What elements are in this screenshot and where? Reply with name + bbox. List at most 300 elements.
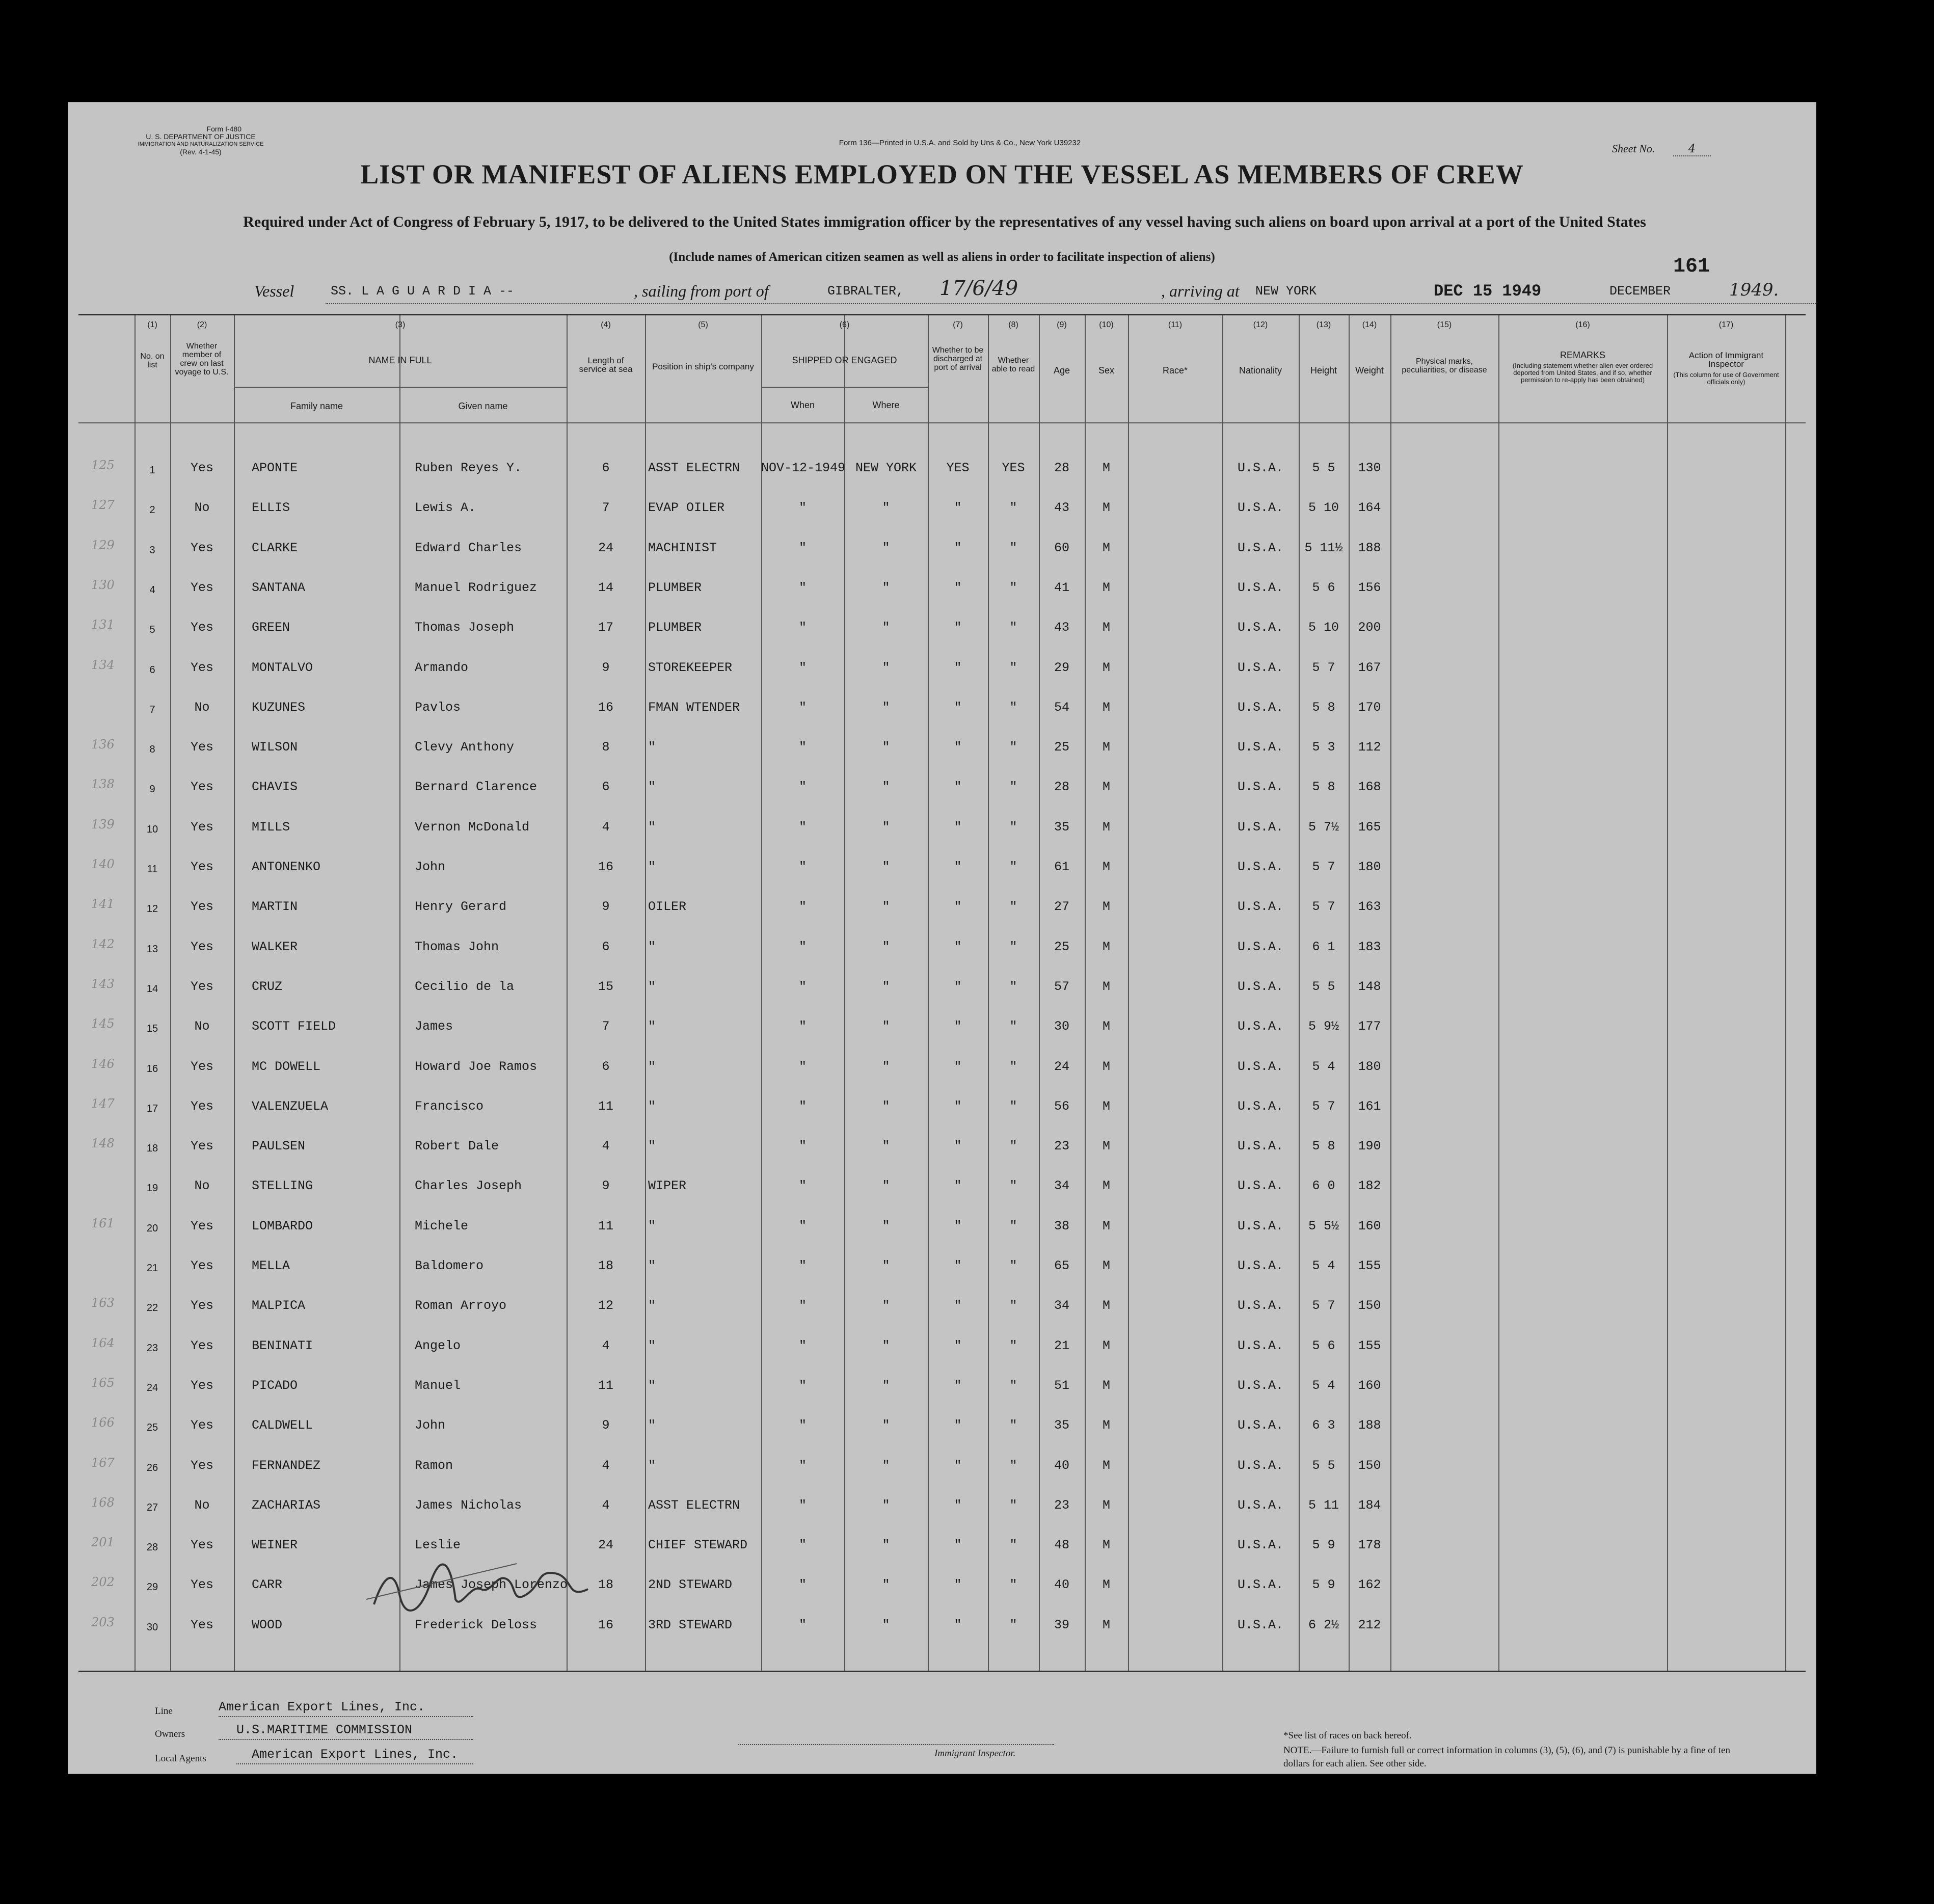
cell-shipped-where: " bbox=[882, 1418, 890, 1433]
cell-sex: M bbox=[1102, 1258, 1110, 1273]
cell-weight: 188 bbox=[1358, 1418, 1381, 1433]
cell-shipped-where: " bbox=[882, 500, 890, 516]
cell-family-name: VALENZUELA bbox=[252, 1098, 329, 1114]
cell-position: " bbox=[648, 1338, 656, 1353]
cell-family-name: WOOD bbox=[252, 1617, 283, 1632]
cell-sex: M bbox=[1102, 580, 1110, 595]
cell-nationality: U.S.A. bbox=[1237, 1538, 1283, 1553]
cell-weight: 155 bbox=[1358, 1258, 1381, 1273]
cell-nationality: U.S.A. bbox=[1237, 1577, 1283, 1593]
cell-sex: M bbox=[1102, 819, 1110, 835]
manifest-sheet bbox=[68, 102, 1816, 1774]
cell-discharged: " bbox=[954, 660, 962, 675]
cell-weight: 180 bbox=[1358, 1059, 1381, 1074]
margin-number: 143 bbox=[91, 976, 115, 991]
cell-shipped-where: " bbox=[882, 740, 890, 755]
cell-shipped-where: " bbox=[882, 860, 890, 874]
cell-sex: M bbox=[1102, 899, 1110, 915]
arriving-label: , arriving at bbox=[1161, 282, 1240, 300]
cell-line-number: 30 bbox=[146, 1621, 158, 1633]
cell-line-number: 10 bbox=[146, 823, 158, 835]
cell-height: 5 7 bbox=[1312, 860, 1335, 874]
header-race: Race* bbox=[1162, 365, 1188, 376]
cell-shipped-when: " bbox=[798, 1019, 807, 1034]
cell-shipped-where: " bbox=[882, 700, 890, 715]
revision: (Rev. 4-1-45) bbox=[180, 148, 222, 156]
cell-family-name: CRUZ bbox=[252, 979, 283, 994]
cell-able-to-read: " bbox=[1009, 580, 1017, 595]
cell-weight: 188 bbox=[1358, 540, 1381, 555]
cell-given-name: Clevy Anthony bbox=[415, 740, 515, 755]
cell-position: 3RD STEWARD bbox=[648, 1617, 733, 1632]
margin-number: 168 bbox=[91, 1495, 115, 1510]
header-physical-marks: Physical marks, peculiarities, or disease bbox=[1402, 357, 1487, 374]
cell-nationality: U.S.A. bbox=[1237, 580, 1283, 595]
cell-height: 5 4 bbox=[1312, 1378, 1335, 1393]
cell-last-voyage: Yes bbox=[190, 979, 213, 994]
cell-nationality: U.S.A. bbox=[1237, 1178, 1283, 1194]
cell-able-to-read: " bbox=[1009, 1298, 1017, 1313]
cell-sex: M bbox=[1102, 1338, 1110, 1353]
cell-sex: M bbox=[1102, 660, 1110, 675]
agents-label: Local Agents bbox=[155, 1753, 206, 1764]
cell-height: 5 3 bbox=[1312, 740, 1335, 755]
cell-position: " bbox=[648, 1418, 656, 1433]
penalty-note: NOTE.—Failure to furnish full or correct information in columns (3), (5), (6), and (7) is punishable by a fine of ten dollars for each alien. See other side. bbox=[1283, 1745, 1730, 1769]
margin-number: 161 bbox=[91, 1216, 115, 1230]
cell-last-voyage: Yes bbox=[190, 580, 213, 595]
cell-position: " bbox=[648, 740, 656, 755]
cell-service: 18 bbox=[598, 1258, 613, 1273]
cell-able-to-read: " bbox=[1009, 1178, 1017, 1194]
cell-line-number: 16 bbox=[146, 1063, 158, 1075]
header-name-in-full: NAME IN FULL bbox=[368, 355, 432, 365]
cell-discharged: " bbox=[954, 1178, 962, 1194]
cell-weight: 180 bbox=[1358, 860, 1381, 874]
cell-height: 6 1 bbox=[1312, 939, 1335, 954]
cell-age: 25 bbox=[1054, 740, 1069, 755]
cell-last-voyage: No bbox=[194, 700, 210, 715]
cell-given-name: Vernon McDonald bbox=[415, 819, 530, 835]
cell-age: 28 bbox=[1054, 780, 1069, 795]
cell-given-name: Baldomero bbox=[415, 1258, 484, 1273]
cell-line-number: 5 bbox=[149, 624, 155, 636]
cell-sex: M bbox=[1102, 461, 1110, 475]
cell-shipped-when: NOV-12-1949 bbox=[761, 461, 846, 475]
cell-weight: 150 bbox=[1358, 1298, 1381, 1313]
cell-shipped-when: " bbox=[798, 1458, 807, 1473]
margin-number: 136 bbox=[91, 737, 115, 752]
cell-discharged: " bbox=[954, 1497, 962, 1513]
cell-family-name: WEINER bbox=[252, 1538, 298, 1553]
cell-height: 5 9½ bbox=[1308, 1019, 1339, 1034]
cell-last-voyage: Yes bbox=[190, 620, 213, 635]
cell-weight: 162 bbox=[1358, 1577, 1381, 1593]
document-subtitle: Required under Act of Congress of February 5, 1917, to be delivered to the United States immigration officer by the representatives of any vessel having such aliens on board upon arrival at a port of the United States bbox=[243, 213, 1646, 230]
printer-line: Form 136—Printed in U.S.A. and Sold by Uns & Co., New York U39232 bbox=[839, 139, 1081, 147]
cell-last-voyage: Yes bbox=[190, 780, 213, 795]
header-weight: Weight bbox=[1355, 365, 1384, 376]
cell-age: 28 bbox=[1054, 461, 1069, 475]
cell-service: 15 bbox=[598, 979, 613, 994]
header-sex: Sex bbox=[1098, 365, 1115, 376]
cell-family-name: ZACHARIAS bbox=[252, 1497, 321, 1513]
header-shipped-engaged: SHIPPED OR ENGAGED bbox=[792, 355, 897, 365]
cell-shipped-when: " bbox=[798, 1338, 807, 1353]
cell-nationality: U.S.A. bbox=[1237, 620, 1283, 635]
cell-family-name: BENINATI bbox=[252, 1338, 313, 1353]
cell-shipped-when: " bbox=[798, 979, 807, 994]
cell-last-voyage: Yes bbox=[190, 1139, 213, 1154]
cell-given-name: Robert Dale bbox=[415, 1139, 499, 1154]
margin-number: 167 bbox=[91, 1455, 115, 1470]
cell-position: " bbox=[648, 1218, 656, 1233]
cell-height: 5 8 bbox=[1312, 780, 1335, 795]
cell-shipped-where: " bbox=[882, 580, 890, 595]
cell-last-voyage: Yes bbox=[190, 1098, 213, 1114]
cell-able-to-read: " bbox=[1009, 780, 1017, 795]
cell-line-number: 21 bbox=[146, 1263, 158, 1274]
cell-able-to-read: " bbox=[1009, 620, 1017, 635]
cell-height: 5 6 bbox=[1312, 580, 1335, 595]
cell-age: 43 bbox=[1054, 500, 1069, 516]
cell-given-name: Lewis A. bbox=[415, 500, 476, 516]
cell-sex: M bbox=[1102, 860, 1110, 874]
cell-last-voyage: Yes bbox=[190, 1577, 213, 1593]
cell-shipped-when: " bbox=[798, 1178, 807, 1194]
margin-number: 146 bbox=[91, 1056, 115, 1071]
cell-last-voyage: Yes bbox=[190, 819, 213, 835]
cell-nationality: U.S.A. bbox=[1237, 740, 1283, 755]
cell-able-to-read: " bbox=[1009, 1418, 1017, 1433]
margin-number: 127 bbox=[91, 498, 115, 513]
cell-age: 48 bbox=[1054, 1538, 1069, 1553]
cell-service: 11 bbox=[598, 1378, 613, 1393]
cell-able-to-read: " bbox=[1009, 1258, 1017, 1273]
cell-able-to-read: " bbox=[1009, 1617, 1017, 1632]
cell-position: OILER bbox=[648, 899, 687, 915]
line-label: Line bbox=[155, 1706, 173, 1717]
margin-number: 166 bbox=[91, 1415, 115, 1430]
cell-age: 61 bbox=[1054, 860, 1069, 874]
cell-last-voyage: No bbox=[194, 500, 210, 516]
margin-number: 145 bbox=[91, 1016, 115, 1031]
cell-service: 17 bbox=[598, 620, 613, 635]
cell-weight: 183 bbox=[1358, 939, 1381, 954]
cell-able-to-read: " bbox=[1009, 1019, 1017, 1034]
cell-sex: M bbox=[1102, 1298, 1110, 1313]
cell-service: 7 bbox=[602, 500, 610, 516]
cell-height: 5 7½ bbox=[1308, 819, 1339, 835]
cell-line-number: 3 bbox=[149, 544, 155, 556]
cell-shipped-where: " bbox=[882, 1458, 890, 1473]
cell-discharged: " bbox=[954, 979, 962, 994]
cell-given-name: James Nicholas bbox=[415, 1497, 522, 1513]
cell-given-name: Armando bbox=[415, 660, 469, 675]
header-family-name: Family name bbox=[290, 401, 343, 411]
cell-service: 16 bbox=[598, 1617, 613, 1632]
cell-line-number: 19 bbox=[146, 1183, 158, 1194]
cell-family-name: PICADO bbox=[252, 1378, 298, 1393]
vessel-underline bbox=[326, 303, 1816, 304]
sheet-label: Sheet No. bbox=[1612, 142, 1655, 155]
cell-shipped-where: " bbox=[882, 620, 890, 635]
cell-shipped-when: " bbox=[798, 1577, 807, 1593]
cell-weight: 156 bbox=[1358, 580, 1381, 595]
cell-sex: M bbox=[1102, 939, 1110, 954]
cell-height: 5 7 bbox=[1312, 1298, 1335, 1313]
form-number: Form I-480 bbox=[206, 125, 241, 133]
cell-service: 18 bbox=[598, 1577, 613, 1593]
cell-service: 9 bbox=[602, 660, 610, 675]
cell-nationality: U.S.A. bbox=[1237, 500, 1283, 516]
cell-shipped-when: " bbox=[798, 580, 807, 595]
cell-service: 14 bbox=[598, 580, 613, 595]
cell-family-name: STELLING bbox=[252, 1178, 313, 1194]
arrival-stamp-date: DEC 15 1949 bbox=[1434, 282, 1542, 301]
cell-given-name: Howard Joe Ramos bbox=[415, 1059, 538, 1074]
cell-nationality: U.S.A. bbox=[1237, 1139, 1283, 1154]
document-subnote: (Include names of American citizen seamen as well as aliens in order to facilitate inspection of aliens) bbox=[669, 250, 1215, 264]
cell-given-name: Bernard Clarence bbox=[415, 780, 538, 795]
cell-discharged: " bbox=[954, 1378, 962, 1393]
sailing-date: 17/6/49 bbox=[939, 277, 1018, 300]
cell-sex: M bbox=[1102, 1098, 1110, 1114]
cell-able-to-read: " bbox=[1009, 1338, 1017, 1353]
cell-service: 9 bbox=[602, 899, 610, 915]
cell-height: 6 2½ bbox=[1308, 1617, 1339, 1632]
cell-nationality: U.S.A. bbox=[1237, 461, 1283, 475]
cell-able-to-read: " bbox=[1009, 939, 1017, 954]
cell-shipped-when: " bbox=[798, 500, 807, 516]
cell-given-name: Michele bbox=[415, 1218, 469, 1233]
margin-number: 164 bbox=[91, 1335, 115, 1350]
cell-last-voyage: Yes bbox=[190, 740, 213, 755]
cell-shipped-where: " bbox=[882, 819, 890, 835]
cell-shipped-where: " bbox=[882, 1019, 890, 1034]
cell-weight: 148 bbox=[1358, 979, 1381, 994]
margin-number: 142 bbox=[91, 936, 115, 951]
cell-shipped-when: " bbox=[798, 1098, 807, 1114]
cell-discharged: " bbox=[954, 939, 962, 954]
cell-last-voyage: Yes bbox=[190, 540, 213, 555]
cell-weight: 190 bbox=[1358, 1139, 1381, 1154]
cell-discharged: " bbox=[954, 1577, 962, 1593]
cell-sex: M bbox=[1102, 1139, 1110, 1154]
cell-sex: M bbox=[1102, 1538, 1110, 1553]
cell-given-name: John bbox=[415, 1418, 446, 1433]
cell-position: " bbox=[648, 1139, 656, 1154]
department: U. S. DEPARTMENT OF JUSTICE bbox=[146, 132, 256, 141]
cell-age: 34 bbox=[1054, 1178, 1069, 1194]
cell-age: 25 bbox=[1054, 939, 1069, 954]
cell-age: 56 bbox=[1054, 1098, 1069, 1114]
cell-nationality: U.S.A. bbox=[1237, 1098, 1283, 1114]
cell-shipped-where: " bbox=[882, 1538, 890, 1553]
cell-shipped-where: " bbox=[882, 1098, 890, 1114]
vessel-name: SS. L A G U A R D I A -- bbox=[331, 284, 515, 299]
margin-number: 141 bbox=[91, 897, 115, 911]
header-when: When bbox=[790, 400, 815, 410]
margin-number: 163 bbox=[91, 1296, 115, 1310]
cell-height: 5 10 bbox=[1308, 620, 1339, 635]
cell-service: 16 bbox=[598, 700, 613, 715]
cell-last-voyage: No bbox=[194, 1497, 210, 1513]
cell-given-name: Pavlos bbox=[415, 700, 461, 715]
cell-position: " bbox=[648, 1019, 656, 1034]
cell-family-name: SANTANA bbox=[252, 580, 306, 595]
cell-shipped-when: " bbox=[798, 1258, 807, 1273]
cell-last-voyage: Yes bbox=[190, 1059, 213, 1074]
cell-given-name: John bbox=[415, 860, 446, 874]
cell-service: 9 bbox=[602, 1178, 610, 1194]
cell-sex: M bbox=[1102, 740, 1110, 755]
departure-port: GIBRALTER, bbox=[827, 284, 904, 299]
margin-number: 131 bbox=[91, 618, 115, 632]
cell-able-to-read: " bbox=[1009, 1458, 1017, 1473]
cell-service: 6 bbox=[602, 939, 610, 954]
cell-discharged: " bbox=[954, 580, 962, 595]
cell-nationality: U.S.A. bbox=[1237, 780, 1283, 795]
cell-service: 6 bbox=[602, 780, 610, 795]
cell-service: 4 bbox=[602, 1497, 610, 1513]
cell-height: 5 10 bbox=[1308, 500, 1339, 516]
cell-shipped-when: " bbox=[798, 1298, 807, 1313]
cell-age: 29 bbox=[1054, 660, 1069, 675]
margin-number: 139 bbox=[91, 817, 115, 832]
cell-discharged: YES bbox=[946, 461, 970, 475]
cell-able-to-read: " bbox=[1009, 1139, 1017, 1154]
cell-sex: M bbox=[1102, 979, 1110, 994]
cell-service: 6 bbox=[602, 1059, 610, 1074]
header-discharged: Whether to be discharged at port of arrival bbox=[932, 346, 984, 372]
cell-shipped-when: " bbox=[798, 700, 807, 715]
cell-able-to-read: " bbox=[1009, 819, 1017, 835]
cell-line-number: 23 bbox=[146, 1342, 158, 1354]
cell-family-name: CALDWELL bbox=[252, 1418, 313, 1433]
cell-able-to-read: " bbox=[1009, 1378, 1017, 1393]
cell-given-name: Thomas Joseph bbox=[415, 620, 515, 635]
cell-family-name: SCOTT FIELD bbox=[252, 1019, 336, 1034]
cell-height: 5 8 bbox=[1312, 700, 1335, 715]
sheet-number-field bbox=[1612, 142, 1711, 155]
cell-line-number: 9 bbox=[149, 784, 155, 795]
cell-able-to-read: " bbox=[1009, 1577, 1017, 1593]
cell-shipped-where: " bbox=[882, 540, 890, 555]
cell-able-to-read: " bbox=[1009, 740, 1017, 755]
cell-discharged: " bbox=[954, 1059, 962, 1074]
owners-label: Owners bbox=[155, 1729, 185, 1739]
cell-nationality: U.S.A. bbox=[1237, 860, 1283, 874]
cell-given-name: Henry Gerard bbox=[415, 899, 507, 915]
cell-shipped-where: " bbox=[882, 1338, 890, 1353]
cell-discharged: " bbox=[954, 620, 962, 635]
cell-shipped-where: " bbox=[882, 660, 890, 675]
cell-able-to-read: " bbox=[1009, 1059, 1017, 1074]
cell-shipped-where: " bbox=[882, 939, 890, 954]
cell-able-to-read: " bbox=[1009, 1218, 1017, 1233]
cell-position: " bbox=[648, 1098, 656, 1114]
service-name: IMMIGRATION AND NATURALIZATION SERVICE bbox=[138, 141, 264, 147]
margin-number: 165 bbox=[91, 1375, 115, 1390]
cell-family-name: MILLS bbox=[252, 819, 290, 835]
header-last-voyage: Whether member of crew on last voyage to U.S. bbox=[175, 342, 229, 377]
cell-height: 5 4 bbox=[1312, 1059, 1335, 1074]
cell-height: 5 6 bbox=[1312, 1338, 1335, 1353]
cell-discharged: " bbox=[954, 740, 962, 755]
cell-shipped-where: " bbox=[882, 1218, 890, 1233]
cell-line-number: 14 bbox=[146, 983, 158, 995]
cell-age: 57 bbox=[1054, 979, 1069, 994]
cell-position: " bbox=[648, 1458, 656, 1473]
cell-line-number: 4 bbox=[149, 584, 155, 596]
signature bbox=[364, 1553, 619, 1620]
cell-discharged: " bbox=[954, 500, 962, 516]
cell-able-to-read: " bbox=[1009, 899, 1017, 915]
form-block bbox=[135, 125, 267, 156]
cell-shipped-when: " bbox=[798, 819, 807, 835]
stamp-number: 161 bbox=[1673, 255, 1710, 278]
cell-shipped-where: " bbox=[882, 1298, 890, 1313]
cell-service: 24 bbox=[598, 540, 613, 555]
sailing-label: , sailing from port of bbox=[634, 282, 769, 300]
cell-weight: 160 bbox=[1358, 1218, 1381, 1233]
cell-sex: M bbox=[1102, 1218, 1110, 1233]
cell-discharged: " bbox=[954, 819, 962, 835]
header-age: Age bbox=[1053, 365, 1070, 376]
cell-weight: 130 bbox=[1358, 461, 1381, 475]
cell-service: 8 bbox=[602, 740, 610, 755]
cell-discharged: " bbox=[954, 1458, 962, 1473]
cell-age: 30 bbox=[1054, 1019, 1069, 1034]
cell-position: " bbox=[648, 780, 656, 795]
cell-last-voyage: Yes bbox=[190, 860, 213, 874]
header-inspector-detail: (This column for use of Government officials only) bbox=[1673, 371, 1779, 386]
cell-family-name: LOMBARDO bbox=[252, 1218, 313, 1233]
cell-nationality: U.S.A. bbox=[1237, 1218, 1283, 1233]
line-value: American Export Lines, Inc. bbox=[219, 1700, 425, 1714]
cell-height: 5 7 bbox=[1312, 1098, 1335, 1114]
cell-line-number: 27 bbox=[146, 1501, 158, 1513]
cell-discharged: " bbox=[954, 1098, 962, 1114]
cell-position: PLUMBER bbox=[648, 580, 702, 595]
cell-last-voyage: Yes bbox=[190, 1418, 213, 1433]
cell-able-to-read: " bbox=[1009, 860, 1017, 874]
cell-nationality: U.S.A. bbox=[1237, 1019, 1283, 1034]
cell-line-number: 13 bbox=[146, 943, 158, 955]
cell-weight: 150 bbox=[1358, 1458, 1381, 1473]
cell-able-to-read: YES bbox=[1002, 461, 1025, 475]
cell-shipped-where: " bbox=[882, 1617, 890, 1632]
cell-position: ASST ELECTRN bbox=[648, 1497, 740, 1513]
cell-family-name: APONTE bbox=[252, 461, 298, 475]
cell-position: FMAN WTENDER bbox=[648, 700, 740, 715]
cell-height: 6 0 bbox=[1312, 1178, 1335, 1194]
cell-line-number: 29 bbox=[146, 1581, 158, 1593]
cell-weight: 164 bbox=[1358, 500, 1381, 516]
cell-line-number: 11 bbox=[147, 864, 158, 875]
cell-last-voyage: Yes bbox=[190, 899, 213, 915]
cell-nationality: U.S.A. bbox=[1237, 1059, 1283, 1074]
cell-age: 51 bbox=[1054, 1378, 1069, 1393]
header-given-name: Given name bbox=[458, 401, 508, 411]
cell-shipped-when: " bbox=[798, 860, 807, 874]
cell-shipped-where: " bbox=[882, 1059, 890, 1074]
cell-weight: 178 bbox=[1358, 1538, 1381, 1553]
cell-weight: 168 bbox=[1358, 780, 1381, 795]
cell-given-name: Manuel Rodriguez bbox=[415, 580, 538, 595]
cell-position: " bbox=[648, 1378, 656, 1393]
